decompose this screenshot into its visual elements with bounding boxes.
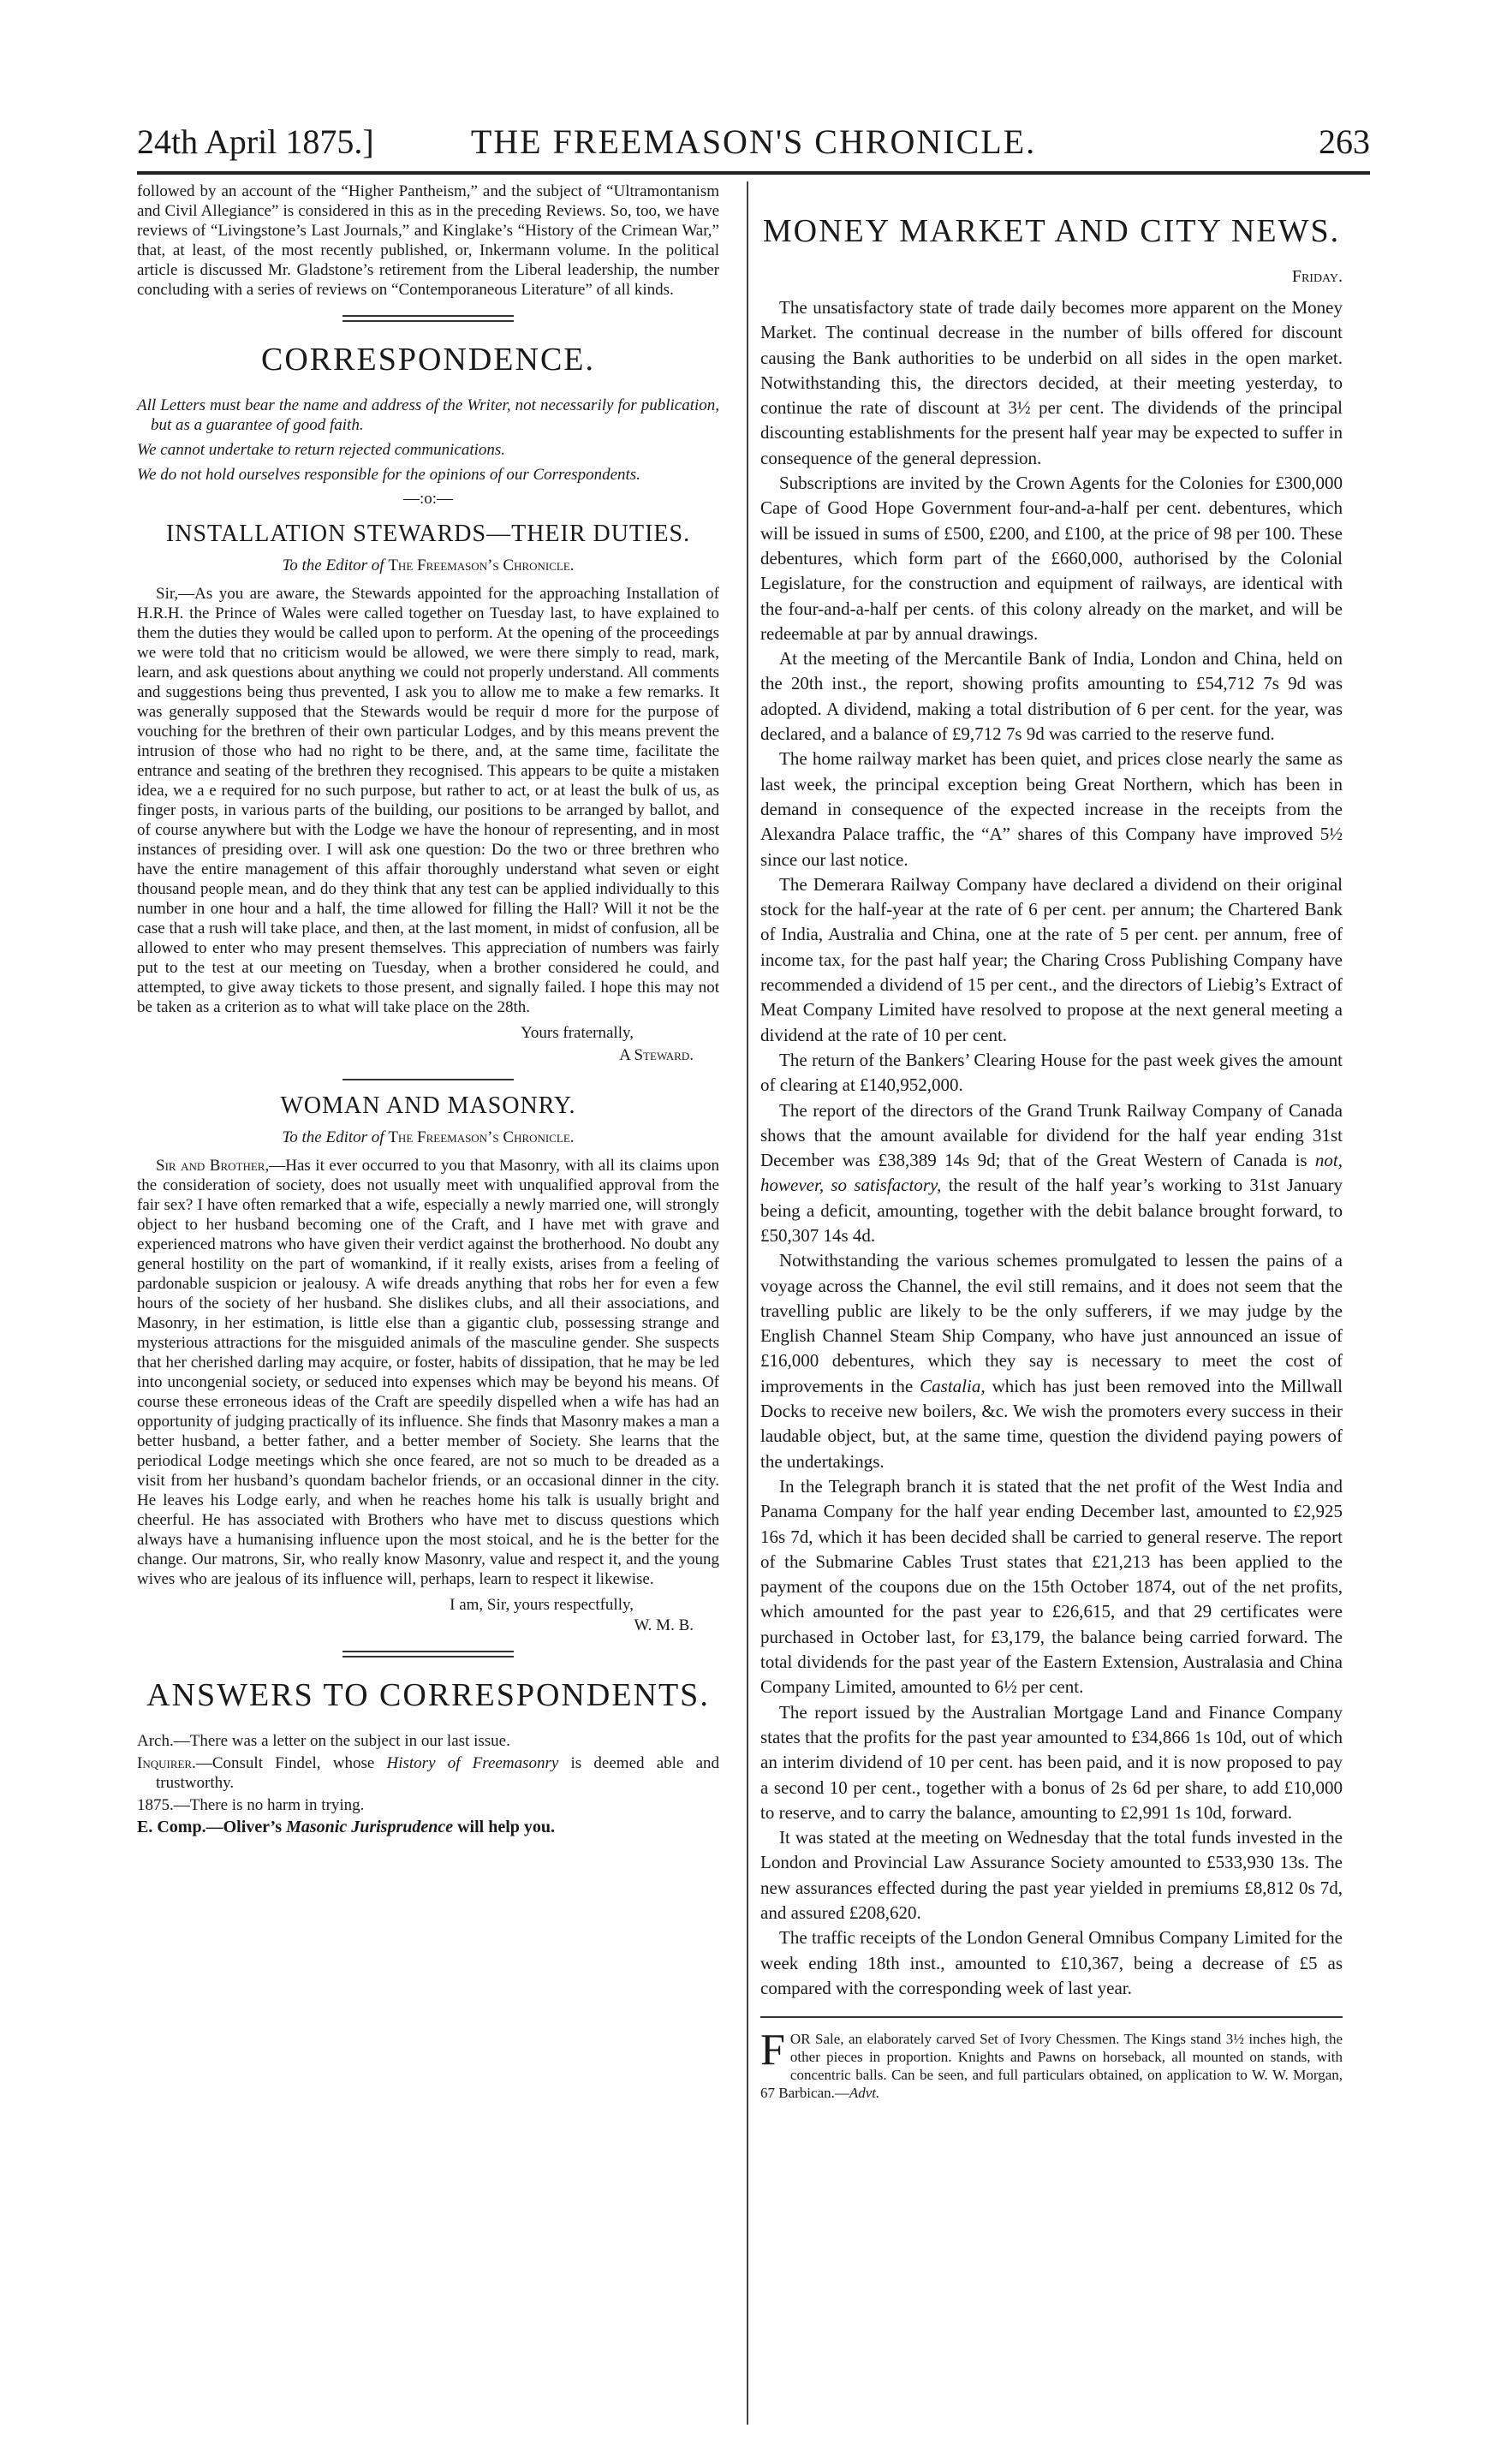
issue-date: 24th April 1875.] <box>137 122 374 161</box>
paragraph-text: The report of the directors of the Grand Trunk Railway Company of Canada shows that the amount available for dividend for the half year ending 31st December was £38,389 14s 9d; that of the Great Western of Canada is <box>760 1099 1343 1171</box>
letter-text: —Has it ever occurred to you that Masonry, with all its claims upon the consideration of society, does not usually meet with unqualified approval from the fair sex? I have often remarked that a wife, especially a newly married one, will strongly object to her husband becoming one of the Craft, and I have met with grave and experienced matrons who have given their verdict against the brotherhood. No doubt any general hostility on the part of womankind, if it really exists, arises from a feeling of pardonable suspicion or jealousy. A wife dreads anything that robs her for even a few hours of the society of her husband. She dislikes clubs, and all their associations, and Masonry, in her estimation, is little else than a gigantic club, possessing strange and mysterious attractions for the misguided animals of the masculine gender. She suspects that her cherished darling may acquire, or foster, habits of dissipation, that he may be led into uncongenial society, or seduced into expenses which may be beyond his means. Of course these erroneous ideas of the Craft are speedily dispelled when a wife has had an opportunity of judging practically of its influence. She finds that Masonry makes a man a better husband, a better father, and a better member of Society. She learns that the periodical Lodge meetings which she once feared, are not so much to be dreaded as a visit from her husband’s quondam bachelor friends, or an occasional dinner in the city. He leaves his Lodge early, and when he reaches home his talk is usually bright and cheerful. He has associated with Brothers who have met to discuss questions which always have a humanising influence upon the most stoical, and he is the better for the change. Our matrons, Sir, who really know Masonry, value and respect it, and the young wives who are jealous of its influence will, perhaps, learn to respect it likewise. <box>137 1157 719 1588</box>
paragraph-text: which has just been removed into the Millwall Docks to receive new boilers, &c. We wish the promoters every success in their laudable object, but, at the same time, question the dividend paying powers of the undertakings. <box>760 1375 1343 1472</box>
market-paragraph: At the meeting of the Mercantile Bank of India, London and China, held on the 20th inst., the report, showing profits amounting to £54,712 7s 9d was adopted. A dividend, making a total distribution of 6 per cent. for the year, was declared, and a balance of £9,712 7s 9d was carried to the reserve fund. <box>760 648 1343 745</box>
addressee-prefix: To the Editor of <box>282 1128 384 1146</box>
paragraph-text: the result of the half year’s working to 31st January being a deficit, amounting, together with the debit balance brought forward, to £50,307 14s 4d. <box>760 1175 1343 1246</box>
answers-heading: ANSWERS TO CORRESPONDENTS. <box>146 1677 710 1713</box>
book-title: History of Freemasonry <box>386 1754 559 1772</box>
market-paragraph: The traffic receipts of the London General Omnibus Company Limited for the week ending 18th inst., amounted to £10,367, being a decrease of £5 as compared with the corresponding week of last year. <box>760 1927 1343 1998</box>
salutation: Sir and Brother, <box>156 1157 270 1175</box>
weekday: Friday. <box>1291 267 1343 286</box>
responsibility-notice: We do not hold ourselves responsible for the opinions of our Correspondents. <box>137 466 640 484</box>
market-paragraph <box>760 1248 1343 1474</box>
addressee-paper: The Freemason’s Chronicle. <box>388 1128 575 1146</box>
answer-label: E. Comp. <box>137 1818 206 1836</box>
answer-arch: Arch.—There was a letter on the subject in our last issue. <box>137 1732 510 1750</box>
stewards-letter-addressee <box>137 556 719 575</box>
market-paragraph: It was stated at the meeting on Wednesday that the total funds invested in the London and Provincial Law Assurance Society amounted to £533,930 13s. The new assurances effected during the past year yielded in premiums £8,812 0s 7d, and assured £208,620. <box>760 1827 1343 1923</box>
market-paragraph: In the Telegraph branch it is stated that the net profit of the West India and Panama Company for the half year ending December last, amounted to £2,925 16s 7d, which it has been decided shall be carried to general reserve. The report of the Submarine Cables Trust states that £21,213 has been applied to the payment of the coupons due on the 15th October 1874, out of the net profits, which amounted for the past year to £26,615, and that 29 certificates were purchased in October last, for £3,179, the balance being carried forward. The total dividends for the past year of the Eastern Extension, Australasia and China Company Limited, amounted to 6½ per cent. <box>760 1475 1343 1698</box>
money-market-heading: MONEY MARKET AND CITY NEWS. <box>762 213 1341 249</box>
publication-title: THE FREEMASON'S CHRONICLE. <box>470 122 1037 161</box>
market-paragraph: Subscriptions are invited by the Crown Agents for the Colonies for £300,000 Cape of Good Hope Government four-and-a-half per cent. debentures, which will be issued in sums of £500, £200, and £100, at the price of 98 per 100. These debentures, which form part of the £660,000, authorised by the Colonial Legislature, for the construction and equipment of railways, are identical with the four-and-a-half per cents. of this colony already on the market, and will be redeemable at par by annual drawings. <box>760 473 1343 644</box>
right-column <box>760 182 1343 2102</box>
ship-name: Castalia, <box>920 1375 986 1396</box>
answer-text: —Consult Findel, whose <box>195 1754 375 1772</box>
answer-label: Inquirer. <box>137 1754 196 1772</box>
market-paragraph: The unsatisfactory state of trade daily becomes more apparent on the Money Market. The continual decrease in the number of bills offered for discount causing the Bank authorities to be underbid on all sides in the open market. Notwithstanding this, the directors decided, at their meeting yesterday, to continue the rate of discount at 3½ per cent. The dividends of the principal discounting establishments for the present half year may be expected to suffer in consequence of the general depression. <box>760 297 1343 468</box>
stewards-letter-signature: A Steward. <box>619 1046 694 1064</box>
page-number: 263 <box>1319 122 1370 161</box>
advert-text: OR Sale, an elaborately carved Set of Ivory Chessmen. The Kings stand 3½ inches high, the other pieces in proportion. Knights and Pawns on horseback, all mounted on stands, with concentric balls. Can be seen, and full particulars obtained, on application to W. W. Morgan, 67 Barbican.— <box>760 2031 1343 2102</box>
stewards-letter-heading: INSTALLATION STEWARDS—THEIR DUTIES. <box>165 521 691 547</box>
stewards-letter-body: Sir,—As you are aware, the Stewards appointed for the approaching Installation of H.R.H. the Prince of Wales were called together on Tuesday last, to have explained to them the duties they would be called upon to perform. At the opening of the proceedings we were told that no criticism would be allowed, we were there simply to read, mark, learn, and ask questions about anything we could not properly understand. All comments and suggestions being thus prevented, I ask you to allow me to make a few remarks. It was generally supposed that the Stewards would be requir d more for the purpose of vouching for the brethren of their own particular Lodges, and by this means prevent the intrusion of those who had no right to be there, and, at the same time, facilitate the entrance and seating of the brethren they recognised. This appears to be quite a mistaken idea, we a e required for no such purpose, but rather to act, or at least the bulk of us, as finger posts, in various parts of the building, our positions to be arranged by ballot, and of course anywhere but with the Lodge we have the honour of representing, and in most instances of presiding over. I will ask one question: Do the two or three brethren who have the entire management of this affair thoroughly understand what seven or eight thousand people mean, and do they think that any test can be applied individually to this number in one hour and a half, the time allowed for filling the Hall? Will it not be the case that a rush will take place, and then, at the last moment, in midst of confusion, all be allowed to enter who may present themselves. This appreciation of numbers was fairly put to the test at our meeting on Tuesday, when a brother considered he could, and attempted, to give away tickets to those present, and signally failed. I hope this may not be taken as a criterion as to what will take place on the 28th. <box>137 585 719 1016</box>
answer-text: will help you. <box>457 1818 556 1836</box>
answer-e-comp <box>137 1818 719 1837</box>
market-paragraph: The return of the Bankers’ Clearing House for the past week gives the amount of clearing at £140,952,000. <box>760 1049 1343 1096</box>
correspondence-heading: CORRESPONDENCE. <box>261 342 595 378</box>
header-rule <box>137 171 1370 175</box>
market-paragraph <box>760 1098 1343 1249</box>
answer-text: —Oliver’s <box>206 1818 283 1836</box>
advert-suffix: Advt. <box>849 2085 880 2102</box>
addressee-paper: The Freemason’s Chronicle. <box>388 556 575 574</box>
section-rule <box>342 1079 514 1080</box>
market-paragraph: The report issued by the Australian Mortgage Land and Finance Company states that the profits for the past year amounted to £34,866 1s 10d, out of which an interim dividend of 10 per cent. has been paid, and it is now proposed to pay a second 10 per cent., together with a bonus of 2s 6d per share, to add £10,000 to reserve, and to carry the balance, amounting to £2,991 1s 10d, forward. <box>760 1701 1343 1823</box>
woman-masonry-addressee <box>137 1128 719 1147</box>
addressee-prefix: To the Editor of <box>282 556 384 574</box>
market-paragraph: The home railway market has been quiet, and prices close nearly the same as last week, the principal exception being Great Northern, which has been in demand in consequence of the expected increase in the receipts from the Alexandra Palace traffic, the “A” shares of this Company have improved 5½ since our last notice. <box>760 748 1343 870</box>
letters-notice: All Letters must bear the name and address of the Writer, not necessarily for publication, but as a guarantee of good faith. <box>137 396 719 434</box>
woman-masonry-closing: I am, Sir, yours respectfully, <box>450 1596 634 1614</box>
paragraph-text: Notwithstanding the various schemes promulgated to lessen the pains of a voyage across the Channel, the evil still remains, and it does not seem that the travelling public are likely to be the only sufferers, if we may judge by the English Channel Steam Ship Company, who have just announced an issue of £16,000 debentures, which they say is necessary to meet the cost of improvements in the <box>760 1250 1343 1396</box>
section-rule <box>342 1651 514 1658</box>
answer-text: is deemed able and trustworthy. <box>156 1754 720 1792</box>
review-continuation-paragraph: followed by an account of the “Higher Pantheism,” and the subject of “Ultramontanism and Civil Allegiance” is considered in this as in the preceding Reviews. So, too, we have reviews of “Livingstone’s Last Journals,” and Kinglake’s “History of the Crimean War,” that, at least, of the most recently published, or, Inkermann volume. In the political article is discussed Mr. Gladstone’s retirement from the Liberal leadership, the number concluding with a series of reviews on “Contemporaneous Literature” of all kinds. <box>137 182 719 299</box>
rejected-notice: We cannot undertake to return rejected communications. <box>137 441 506 459</box>
stewards-letter-closing: Yours fraternally, <box>521 1024 634 1042</box>
woman-masonry-heading: WOMAN AND MASONRY. <box>280 1092 576 1119</box>
drop-cap: F <box>760 2026 785 2075</box>
woman-masonry-body <box>137 1156 719 1589</box>
chessmen-advertisement <box>760 2016 1343 2102</box>
section-rule <box>342 315 514 322</box>
emphasis: not, however, so satisfactory, <box>760 1150 1343 1196</box>
market-paragraph: The Demerara Railway Company have declared a dividend on their original stock for the half-year at the rate of 6 per cent. per annum; the Chartered Bank of India, Australia and China, one at the rate of 5 per cent. per annum, free of income tax, for the past half year; the Charing Cross Publishing Company have recommended a dividend of 15 per cent., and the directors of Liebig’s Extract of Meat Company Limited have resolved to propose at the next general meeting a dividend at the rate of 10 per cent. <box>760 873 1343 1045</box>
correspondence-separator: —:o:— <box>402 490 454 508</box>
woman-masonry-signature: W. M. B. <box>634 1616 694 1634</box>
answer-inquirer <box>137 1753 719 1793</box>
answer-1875: 1875.—There is no harm in trying. <box>137 1796 365 1814</box>
column-divider <box>747 182 748 2425</box>
running-head <box>137 120 1370 164</box>
left-column <box>137 182 719 1840</box>
book-title: Masonic Jurisprudence <box>286 1818 454 1836</box>
